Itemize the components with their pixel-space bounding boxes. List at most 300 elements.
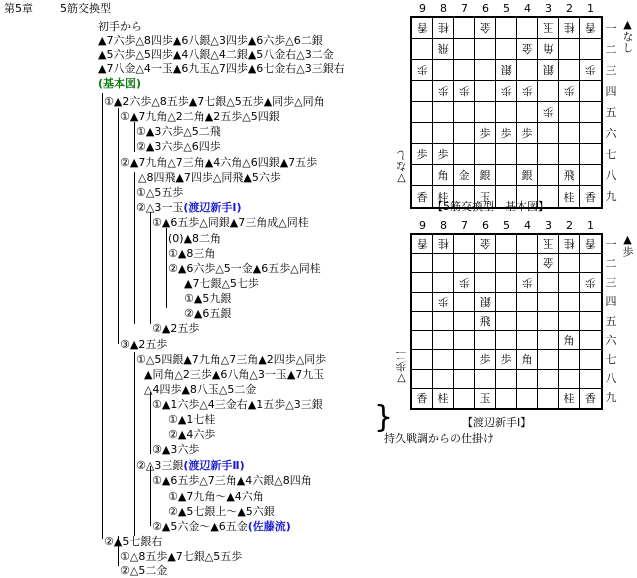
board-square	[475, 312, 496, 331]
rank-label: 五	[605, 105, 617, 119]
tree-line-a	[118, 108, 119, 344]
board-square	[412, 81, 433, 102]
file-label: 9	[419, 219, 426, 232]
board-square	[580, 331, 601, 350]
shogi-piece: 桂	[563, 21, 575, 34]
board-square	[433, 165, 454, 186]
board-square	[517, 293, 538, 312]
board-square	[517, 389, 538, 408]
file-label: 2	[566, 219, 573, 232]
board-square	[559, 350, 580, 369]
board-square	[433, 331, 454, 350]
shogi-piece: 歩	[585, 275, 596, 289]
rank-label: 二	[605, 42, 617, 56]
tree-node-30: ①△8五歩▲7七銀△5五歩	[120, 550, 243, 563]
board-square	[475, 144, 496, 165]
shogi-piece: 香	[416, 237, 428, 251]
tree-trunk-line	[102, 93, 103, 539]
board-square	[412, 273, 433, 292]
board-square	[559, 123, 580, 144]
board-square	[475, 60, 496, 81]
board-square	[433, 60, 454, 81]
tree-node-7	[136, 201, 241, 215]
board-square	[580, 293, 601, 312]
tree-node-21: ①▲1七桂	[168, 413, 216, 426]
shogi-piece: 香	[416, 392, 428, 406]
board-square	[433, 81, 454, 102]
board-square	[433, 312, 454, 331]
board-square	[412, 39, 433, 60]
tree-node-25: ①▲6五歩△7三角▲4六銀△8四角	[152, 474, 312, 487]
shogi-piece: 香	[585, 21, 596, 34]
file-label: 6	[482, 219, 489, 232]
file-label: 5	[503, 219, 510, 232]
board-square	[454, 235, 475, 254]
file-label: 4	[524, 219, 531, 232]
board1	[410, 16, 603, 209]
shogi-piece: 桂	[437, 237, 449, 251]
shogi-piece: 歩	[542, 105, 554, 118]
chapter-label: 第5章	[4, 2, 33, 15]
tree-node-26: ①▲7九角～▲4六角	[168, 490, 264, 503]
board-square	[559, 331, 580, 350]
shogi-piece: 桂	[563, 392, 575, 406]
board-square	[517, 39, 538, 60]
board-square	[580, 350, 601, 369]
board-square	[475, 18, 496, 39]
tree-line-g	[150, 392, 151, 454]
file-label: 1	[587, 2, 594, 15]
board-square	[538, 165, 559, 186]
shogi-piece: 桂	[437, 190, 449, 204]
board-square	[412, 370, 433, 389]
board-square	[412, 389, 433, 408]
board2	[410, 233, 603, 410]
shogi-piece: 飛	[479, 314, 491, 328]
shogi-piece: 歩	[437, 148, 449, 161]
shogi-piece: 歩	[458, 84, 470, 97]
board-square	[538, 102, 559, 123]
shogi-piece: 香	[416, 190, 428, 204]
tree-line-d	[150, 212, 151, 324]
board-square	[412, 331, 433, 350]
tree-node-17: ①△5四銀▲7九角△7三角▲2四歩△同歩	[136, 353, 327, 366]
tree-node-28-tag: (佐藤流)	[247, 520, 291, 533]
rank-label: 一	[605, 21, 617, 35]
tree-line-e	[166, 228, 167, 308]
board-square	[454, 165, 475, 186]
tree-node-13: ①▲5九銀	[184, 292, 232, 305]
shogi-piece: 歩	[500, 127, 512, 140]
shogi-piece: 銀	[521, 169, 533, 182]
board-square	[559, 370, 580, 389]
rank-label: 九	[605, 391, 617, 405]
board-square	[496, 123, 517, 144]
basic-diagram-label: (基本図)	[98, 77, 142, 90]
tree-node-31: ②△5二金	[120, 564, 168, 577]
board-square	[433, 102, 454, 123]
board-square	[454, 389, 475, 408]
shogi-piece: 桂	[437, 21, 449, 34]
shogi-piece: 角	[437, 169, 449, 182]
shogi-piece: 香	[585, 392, 596, 406]
board-square	[517, 18, 538, 39]
shogi-piece: 桂	[563, 190, 575, 204]
file-label: 6	[482, 2, 489, 15]
board-square	[517, 102, 538, 123]
board-square	[559, 293, 580, 312]
board-square	[433, 235, 454, 254]
board-square	[538, 350, 559, 369]
board-square	[517, 144, 538, 165]
rank-label: 四	[605, 84, 617, 98]
board2-ranks	[604, 233, 618, 410]
file-label: 3	[545, 2, 552, 15]
rank-label: 二	[605, 256, 617, 270]
board-square	[496, 370, 517, 389]
board-square	[454, 144, 475, 165]
board-square	[580, 123, 601, 144]
board-square	[538, 293, 559, 312]
rank-label: 七	[605, 352, 617, 366]
file-label: 3	[545, 219, 552, 232]
shogi-piece: 歩	[521, 84, 533, 97]
board-square	[538, 144, 559, 165]
shogi-piece: 銀	[479, 169, 491, 182]
board-square	[580, 254, 601, 273]
board-square	[433, 273, 454, 292]
board-square	[538, 254, 559, 273]
tree-node-12: ▲7七銀△5七歩	[184, 277, 259, 290]
shogi-piece: 歩	[437, 84, 449, 97]
shogi-piece: 歩	[500, 353, 512, 367]
board-square	[433, 123, 454, 144]
tree-node-15: ②▲2五歩	[152, 322, 200, 335]
shogi-piece: 金	[521, 42, 533, 55]
tree-node-9: (0)▲8二角	[168, 232, 222, 245]
tree-node-7-tag: (渡辺新手Ⅰ)	[183, 201, 242, 214]
file-label: 8	[440, 219, 447, 232]
shogi-piece: 角	[521, 353, 533, 367]
board-square	[496, 350, 517, 369]
board2-sente-hand: ▽歩二	[395, 350, 408, 385]
board-square	[580, 144, 601, 165]
intro-line-1: ▲7六歩△8四歩▲6八銀△3四歩▲6六歩△6二銀	[98, 34, 323, 47]
shogi-piece: 金	[542, 256, 554, 270]
shogi-piece: 桂	[437, 392, 449, 406]
board-square	[412, 235, 433, 254]
tree-node-27: ②▲5七銀上～▲5六銀	[168, 505, 275, 518]
shogi-piece: 桂	[563, 237, 575, 251]
board2-caption: 【渡辺新手Ⅰ】	[462, 416, 532, 429]
file-label: 8	[440, 2, 447, 15]
rank-label: 三	[605, 63, 617, 77]
board-square	[580, 312, 601, 331]
tree-node-3: ②▲3六歩△6四歩	[136, 140, 221, 153]
file-label: 5	[503, 2, 510, 15]
board-square	[580, 39, 601, 60]
board-square	[475, 39, 496, 60]
board-square	[454, 331, 475, 350]
board-square	[433, 293, 454, 312]
board-square	[433, 389, 454, 408]
board-square	[412, 312, 433, 331]
rank-label: 八	[605, 372, 617, 386]
tree-line-c	[134, 172, 135, 324]
shogi-piece: 金	[458, 169, 470, 182]
board-square	[538, 81, 559, 102]
shogi-piece: 角	[542, 42, 554, 55]
board-square	[496, 144, 517, 165]
shogi-piece: 玉	[542, 21, 554, 34]
board-square	[475, 254, 496, 273]
tree-node-7-text: ②△3一玉	[136, 201, 184, 214]
board-square	[559, 254, 580, 273]
file-label: 9	[419, 2, 426, 15]
board1-caption: 【5筋交換型 基本図】	[432, 200, 549, 213]
board-square	[475, 123, 496, 144]
board-square	[559, 312, 580, 331]
board-square	[538, 18, 559, 39]
shogi-piece: 金	[479, 237, 491, 251]
shogi-piece: 香	[585, 237, 596, 251]
tree-node-22: ②▲4六歩	[168, 428, 216, 441]
shogi-piece: 歩	[563, 84, 575, 97]
board-square	[433, 144, 454, 165]
board-square	[412, 60, 433, 81]
board1-gote-hand: ▲なし	[621, 18, 634, 53]
tree-node-19: △4四歩▲8八玉△5二金	[144, 383, 257, 396]
board-square	[412, 293, 433, 312]
board-square	[454, 254, 475, 273]
board-square	[517, 60, 538, 81]
file-label: 1	[587, 219, 594, 232]
board-square	[433, 18, 454, 39]
rank-label: 五	[605, 314, 617, 328]
shogi-piece: 銀	[542, 63, 554, 76]
shogi-piece: 歩	[585, 63, 596, 76]
board-square	[580, 18, 601, 39]
board-square	[412, 254, 433, 273]
file-label: 2	[566, 2, 573, 15]
board-square	[454, 273, 475, 292]
board-square	[412, 350, 433, 369]
tree-node-28-text: ②▲5六金～▲6五金	[152, 520, 248, 533]
board-square	[454, 350, 475, 369]
board-square	[559, 273, 580, 292]
tree-node-8: ①▲6五歩△同銀▲7三角成△同桂	[152, 216, 309, 229]
board-square	[538, 370, 559, 389]
board-square	[475, 235, 496, 254]
board-square	[559, 60, 580, 81]
board-square	[580, 102, 601, 123]
board-square	[475, 293, 496, 312]
board-square	[454, 81, 475, 102]
board-square	[475, 81, 496, 102]
board-square	[496, 60, 517, 81]
board-square	[496, 18, 517, 39]
tree-line-b	[134, 122, 135, 152]
note-text: 持久戦調からの仕掛け	[384, 432, 494, 445]
shogi-piece: 歩	[479, 127, 491, 140]
board-square	[412, 165, 433, 186]
board-square	[517, 254, 538, 273]
rank-label: 四	[605, 295, 617, 309]
chapter-title: 5筋交換型	[60, 2, 111, 15]
board-square	[559, 18, 580, 39]
board-square	[475, 350, 496, 369]
board-square	[496, 273, 517, 292]
board-square	[580, 273, 601, 292]
shogi-piece: 香	[585, 190, 596, 204]
file-label: 7	[461, 219, 468, 232]
board-square	[412, 123, 433, 144]
board-square	[454, 39, 475, 60]
board-square	[580, 60, 601, 81]
board-square	[475, 331, 496, 350]
shogi-piece: 角	[563, 334, 575, 348]
shogi-piece: 歩	[416, 148, 428, 161]
board-square	[496, 331, 517, 350]
shogi-piece: 歩	[479, 353, 491, 367]
shogi-piece: 歩	[437, 294, 449, 308]
board-square	[433, 370, 454, 389]
rank-label: 七	[605, 147, 617, 161]
board-square	[412, 186, 433, 207]
board-square	[454, 60, 475, 81]
board-square	[496, 254, 517, 273]
shogi-piece: 飛	[563, 169, 575, 182]
board-square	[433, 254, 454, 273]
board-square	[496, 81, 517, 102]
shogi-piece: 歩	[500, 84, 512, 97]
board-square	[454, 123, 475, 144]
tree-node-4: ②▲7九角△7三角▲4六角△6四銀▲7五歩	[120, 156, 318, 169]
board-square	[517, 81, 538, 102]
board-square	[475, 389, 496, 408]
board-square	[496, 235, 517, 254]
tree-node-18: ▲同角△2三歩▲6八角△3一玉▲7九玉	[144, 368, 325, 381]
shogi-piece: 歩	[416, 63, 428, 76]
rank-label: 九	[605, 189, 617, 203]
tree-node-5: △8四飛▲7四歩△同飛▲5六歩	[138, 171, 281, 184]
shogi-piece: 歩	[521, 275, 533, 289]
board-square	[538, 123, 559, 144]
board-square	[412, 144, 433, 165]
tree-node-0: ①▲2六歩△8五歩▲7七銀△5五歩▲同歩△同角	[104, 95, 325, 108]
board-square	[496, 102, 517, 123]
note-bracket: }	[374, 400, 394, 435]
board-square	[580, 370, 601, 389]
tree-node-24-tag: (渡辺新手Ⅱ)	[183, 459, 245, 472]
board-square	[517, 370, 538, 389]
board-square	[559, 39, 580, 60]
board-square	[454, 102, 475, 123]
board-square	[496, 312, 517, 331]
rank-label: 八	[605, 168, 617, 182]
tree-node-24	[136, 459, 245, 473]
board-square	[538, 312, 559, 331]
board-square	[475, 370, 496, 389]
rank-label: 六	[605, 333, 617, 347]
board-square	[580, 389, 601, 408]
board-square	[517, 331, 538, 350]
board-square	[538, 273, 559, 292]
board-square	[475, 102, 496, 123]
board-square	[433, 39, 454, 60]
shogi-piece: 玉	[479, 190, 491, 204]
tree-node-28	[152, 520, 291, 534]
board-square	[454, 293, 475, 312]
board-square	[559, 235, 580, 254]
board-square	[559, 102, 580, 123]
board-square	[475, 273, 496, 292]
board-square	[580, 186, 601, 207]
intro-line-2: ▲5六歩△5四歩▲4八銀△4二銀▲5八金右△3二金	[98, 48, 334, 61]
file-label: 4	[524, 2, 531, 15]
board-square	[412, 102, 433, 123]
shogi-piece: 金	[479, 21, 491, 34]
board1-sente-hand: ▽なし	[395, 150, 408, 185]
board-square	[517, 123, 538, 144]
tree-node-24-text: ②△3三銀	[136, 459, 184, 472]
rank-label: 一	[605, 237, 617, 251]
board-square	[496, 293, 517, 312]
board-square	[496, 389, 517, 408]
tree-node-6: ①△5五歩	[136, 186, 184, 199]
board-square	[517, 312, 538, 331]
board-square	[538, 235, 559, 254]
rank-label: 三	[605, 276, 617, 290]
shogi-piece: 香	[416, 21, 428, 34]
board-square	[454, 370, 475, 389]
tree-node-23: ③▲3六歩	[152, 443, 200, 456]
board-square	[454, 312, 475, 331]
shogi-piece: 歩	[521, 127, 533, 140]
board2-gote-hand: ▲歩	[621, 233, 634, 257]
board-square	[580, 235, 601, 254]
board-square	[559, 144, 580, 165]
tree-node-2: ①▲3六歩△5二飛	[136, 125, 221, 138]
shogi-piece: 飛	[437, 42, 449, 55]
board-square	[580, 81, 601, 102]
shogi-piece: 銀	[479, 294, 491, 308]
board-square	[580, 165, 601, 186]
tree-node-1: ①▲7九角△2二角▲2五歩△5四銀	[120, 110, 280, 123]
shogi-piece: 歩	[458, 275, 470, 289]
file-label: 7	[461, 2, 468, 15]
board-square	[475, 165, 496, 186]
board-square	[559, 81, 580, 102]
board-square	[559, 389, 580, 408]
rank-label: 六	[605, 126, 617, 140]
board2-files	[410, 219, 599, 233]
tree-line-f	[134, 352, 135, 536]
board-square	[538, 389, 559, 408]
board-square	[433, 350, 454, 369]
shogi-piece: 玉	[542, 237, 554, 251]
board-square	[496, 39, 517, 60]
tree-node-29: ②▲5七銀右	[104, 535, 163, 548]
board-square	[538, 60, 559, 81]
tree-node-10: ①▲8三角	[168, 247, 216, 260]
shogi-piece: 銀	[500, 63, 512, 76]
board-square	[538, 39, 559, 60]
shogi-piece: 玉	[479, 392, 491, 406]
tree-node-16: ③▲2五歩	[120, 338, 168, 351]
intro-line-0: 初手から	[98, 20, 142, 33]
tree-node-20: ①▲1六歩△4三金右▲1五歩△3三銀	[152, 398, 323, 411]
